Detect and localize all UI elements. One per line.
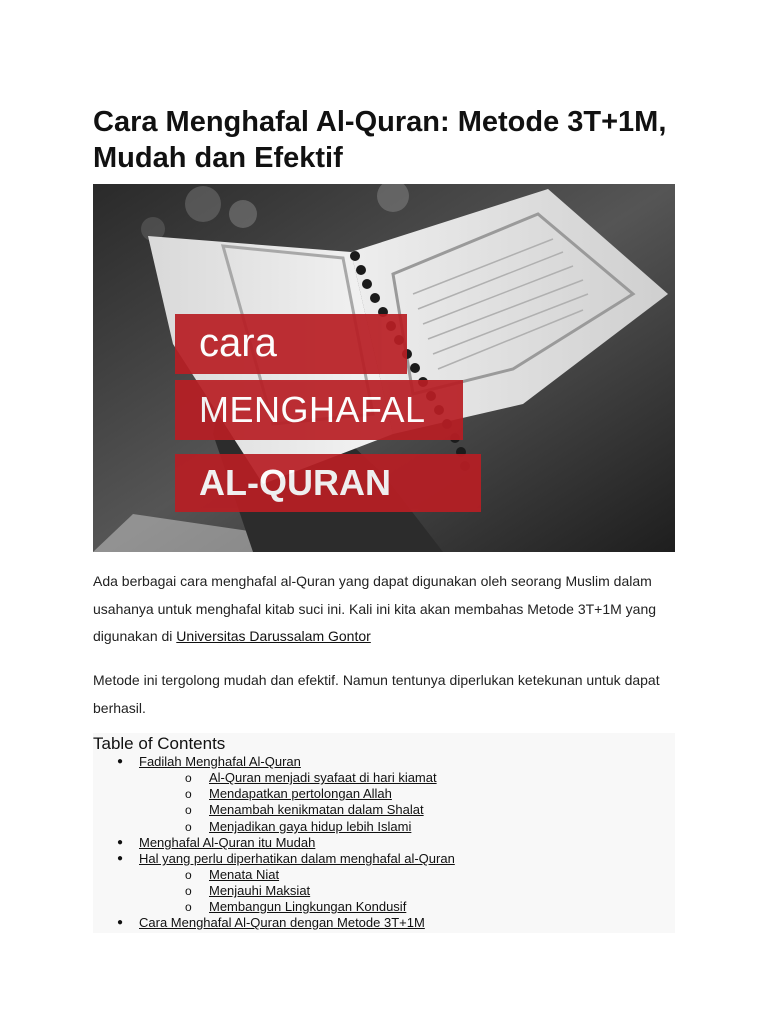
hero-banner-cara: cara bbox=[175, 314, 407, 374]
toc-subitem bbox=[185, 867, 280, 883]
toc-item bbox=[117, 851, 455, 867]
bullet-icon: ● bbox=[117, 756, 124, 767]
toc-link-maksiat[interactable]: Menjauhi Maksiat bbox=[209, 883, 311, 898]
universitas-gontor-link[interactable]: Universitas Darussalam Gontor bbox=[176, 628, 371, 644]
intro-text: Ada berbagai cara menghafal al-Quran yang dapat digunakan oleh seorang Muslim dalam usahanya untuk menghafal kitab suci ini. Kali ini kita akan membahas Metode 3T+1M yang digunakan di bbox=[93, 573, 657, 644]
intro-paragraph bbox=[93, 568, 673, 651]
toc-subitem bbox=[185, 786, 392, 802]
toc-link-diperhatikan[interactable]: Hal yang perlu diperhatikan dalam menghafal al-Quran bbox=[139, 851, 455, 866]
circle-bullet-icon: o bbox=[185, 803, 192, 817]
toc-link-syafaat[interactable]: Al-Quran menjadi syafaat di hari kiamat bbox=[209, 770, 437, 785]
method-paragraph: Metode ini tergolong mudah dan efektif. Namun tentunya diperlukan ketekunan untuk dapat berhasil. bbox=[93, 672, 660, 716]
toc-subitem bbox=[185, 802, 424, 818]
toc-item bbox=[117, 915, 425, 931]
toc-subitem bbox=[185, 819, 412, 835]
toc-subitem bbox=[185, 883, 311, 899]
circle-bullet-icon: o bbox=[185, 900, 192, 914]
circle-bullet-icon: o bbox=[185, 884, 192, 898]
bullet-icon: ● bbox=[117, 917, 124, 928]
bullet-icon: ● bbox=[117, 837, 124, 848]
bullet-icon: ● bbox=[117, 853, 124, 864]
article-title: Cara Menghafal Al-Quran: Metode 3T+1M, Mudah dan Efektif bbox=[93, 106, 667, 174]
toc-link-metode[interactable]: Cara Menghafal Al-Quran dengan Metode 3T+1M bbox=[139, 915, 425, 930]
toc-link-gaya-hidup[interactable]: Menjadikan gaya hidup lebih Islami bbox=[209, 819, 412, 834]
toc-item bbox=[117, 835, 316, 851]
toc-link-pertolongan[interactable]: Mendapatkan pertolongan Allah bbox=[209, 786, 392, 801]
table-of-contents bbox=[93, 733, 675, 933]
toc-link-niat[interactable]: Menata Niat bbox=[209, 867, 280, 882]
toc-title: Table of Contents bbox=[93, 734, 226, 753]
hero-image bbox=[93, 184, 675, 552]
circle-bullet-icon: o bbox=[185, 820, 192, 834]
toc-subitem bbox=[185, 770, 437, 786]
circle-bullet-icon: o bbox=[185, 787, 192, 801]
toc-item bbox=[117, 754, 301, 770]
circle-bullet-icon: o bbox=[185, 868, 192, 882]
hero-banner-alquran: AL-QURAN bbox=[175, 454, 481, 512]
hero-banner-menghafal: MENGHAFAL bbox=[175, 380, 463, 440]
toc-subitem bbox=[185, 899, 407, 915]
toc-link-kenikmatan[interactable]: Menambah kenikmatan dalam Shalat bbox=[209, 802, 424, 817]
circle-bullet-icon: o bbox=[185, 771, 192, 785]
toc-link-lingkungan[interactable]: Membangun Lingkungan Kondusif bbox=[209, 899, 407, 914]
toc-link-fadilah[interactable]: Fadilah Menghafal Al-Quran bbox=[139, 754, 301, 769]
toc-link-mudah[interactable]: Menghafal Al-Quran itu Mudah bbox=[139, 835, 316, 850]
